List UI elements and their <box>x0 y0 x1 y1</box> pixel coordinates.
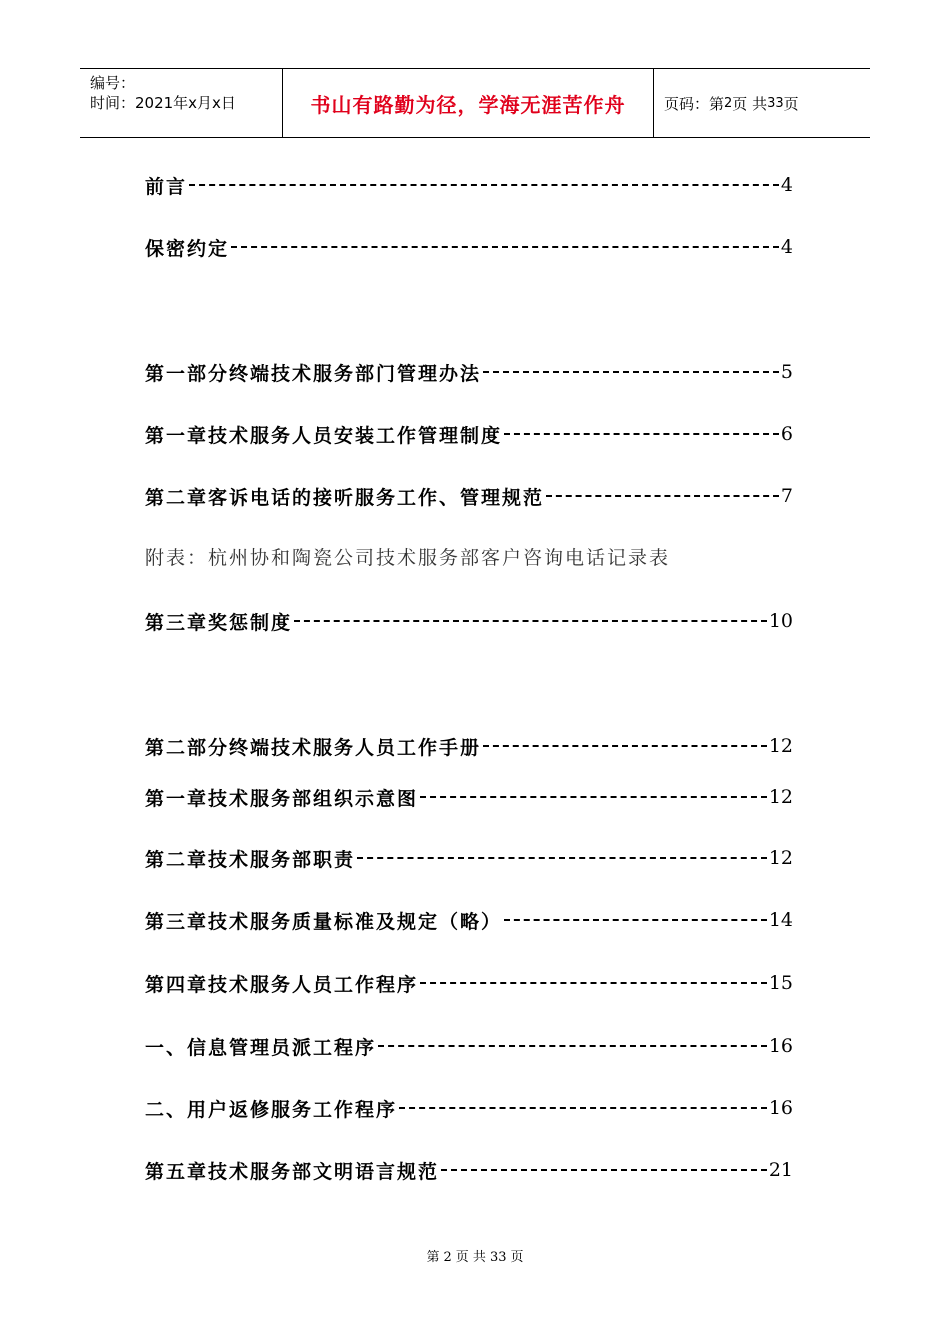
toc-entry-title: 第三章技术服务质量标准及规定（略） <box>145 910 503 933</box>
toc-entry[interactable] <box>145 730 793 762</box>
toc-entry-title: 第一章技术服务人员安装工作管理制度 <box>145 424 503 447</box>
toc-entry-title: 第二章技术服务部职责 <box>145 848 356 871</box>
toc-leader <box>504 433 779 435</box>
page-total: 33 <box>767 95 784 111</box>
footer-middle: 页 共 <box>455 1250 486 1265</box>
toc-entry-page: 12 <box>768 786 793 808</box>
appendix-note: 附表：杭州协和陶瓷公司技术服务部客户咨询电话记录表 <box>145 547 671 569</box>
toc-entry-title: 一、信息管理员派工程序 <box>145 1036 377 1059</box>
toc-entry[interactable] <box>145 1030 793 1062</box>
footer-prefix: 第 <box>426 1250 440 1265</box>
toc-entry-page: 21 <box>768 1159 793 1181</box>
page-middle: 页 共 <box>732 94 768 113</box>
toc-entry-page: 10 <box>768 610 793 632</box>
header-meta <box>80 69 282 137</box>
toc-entry-title: 第二章客诉电话的接听服务工作、管理规范 <box>145 486 545 509</box>
toc-entry[interactable] <box>145 231 793 263</box>
toc-entry-page: 4 <box>780 174 793 196</box>
toc-leader <box>357 857 767 859</box>
toc-leader <box>483 745 767 747</box>
header-motto-cell <box>282 69 654 137</box>
toc-leader <box>231 246 779 248</box>
toc-leader <box>399 1107 767 1109</box>
toc-entry[interactable] <box>145 781 793 813</box>
toc-entry-title: 二、用户返修服务工作程序 <box>145 1098 398 1121</box>
toc-entry[interactable] <box>145 605 793 637</box>
toc-leader <box>441 1169 767 1171</box>
toc-entry[interactable] <box>145 1092 793 1124</box>
document-time: 时间：2021年x月x日 <box>90 94 236 112</box>
toc-entry-title: 第四章技术服务人员工作程序 <box>145 973 419 996</box>
page-suffix: 页 <box>783 94 799 113</box>
toc-entry-page: 16 <box>768 1097 793 1119</box>
toc-entry[interactable] <box>145 356 793 388</box>
toc-entry-title: 前言 <box>145 175 188 198</box>
toc-entry-page: 16 <box>768 1035 793 1057</box>
toc-entry-page: 6 <box>780 423 793 445</box>
toc-entry-title: 第一章技术服务部组织示意图 <box>145 787 419 810</box>
toc-entry[interactable] <box>145 842 793 874</box>
footer-current: 2 <box>443 1250 452 1265</box>
toc-entry-page: 7 <box>780 485 793 507</box>
motto: 书山有路勤为径，学海无涯苦作舟 <box>310 92 626 117</box>
page-footer <box>0 1246 950 1265</box>
toc-entry-page: 4 <box>780 236 793 258</box>
toc-leader <box>546 495 779 497</box>
header-page-info <box>654 69 870 137</box>
toc-entry-page: 12 <box>768 735 793 757</box>
toc-entry-title: 第二部分终端技术服务人员工作手册 <box>145 736 482 759</box>
page-current: 2 <box>724 95 733 111</box>
document-number: 编号： <box>90 74 136 92</box>
toc-entry-title: 保密约定 <box>145 237 230 260</box>
toc-entry[interactable] <box>145 904 793 936</box>
toc-leader <box>420 982 767 984</box>
page-prefix: 页码：第 <box>664 94 725 113</box>
toc-leader <box>378 1045 767 1047</box>
toc-entry-title: 第三章奖惩制度 <box>145 611 293 634</box>
toc-entry[interactable] <box>145 169 793 201</box>
footer-suffix: 页 <box>510 1250 524 1265</box>
toc-entry[interactable] <box>145 418 793 450</box>
page-header <box>80 68 870 138</box>
toc-leader <box>189 184 779 186</box>
toc-entry-title: 第五章技术服务部文明语言规范 <box>145 1160 440 1183</box>
toc-leader <box>420 796 767 798</box>
toc-entry-page: 5 <box>780 361 793 383</box>
toc-entry[interactable] <box>145 480 793 512</box>
toc-leader <box>483 371 779 373</box>
toc-entry-title: 第一部分终端技术服务部门管理办法 <box>145 362 482 385</box>
toc-entry[interactable] <box>145 967 793 999</box>
toc-entry-page: 15 <box>768 972 793 994</box>
toc-entry-page: 14 <box>768 909 793 931</box>
toc-entry[interactable] <box>145 1154 793 1186</box>
toc-leader <box>294 620 767 622</box>
toc-entry-page: 12 <box>768 847 793 869</box>
toc-leader <box>504 919 767 921</box>
footer-total: 33 <box>489 1250 507 1265</box>
